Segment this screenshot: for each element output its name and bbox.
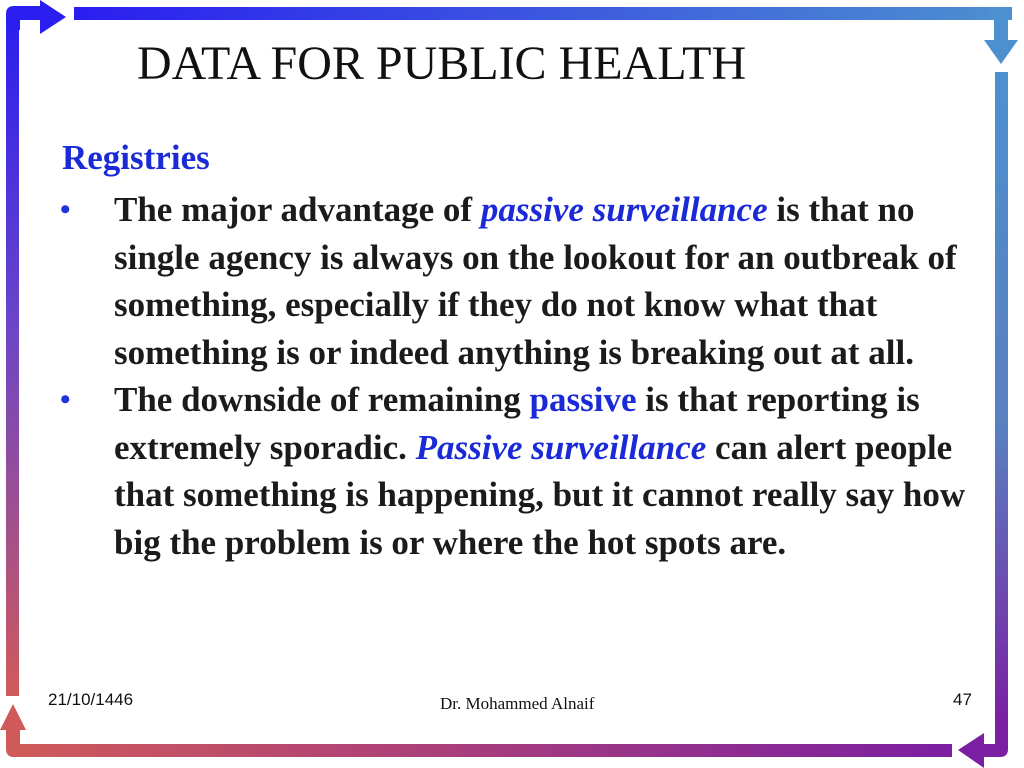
section-heading: Registries (62, 138, 210, 177)
footer-date: 21/10/1446 (48, 690, 134, 709)
frame-top-bar (74, 7, 1012, 20)
bullet-icon: • (60, 193, 71, 226)
frame-left-bar (6, 14, 19, 696)
bullet-text-segment: The major advantage of (114, 190, 481, 229)
bullet-icon: • (60, 383, 71, 416)
slide-title: DATA FOR PUBLIC HEALTH (137, 37, 747, 90)
arrow-bottom-left-icon (0, 704, 30, 757)
footer-page-number: 47 (953, 690, 972, 709)
arrow-bottom-right-icon (958, 720, 1008, 768)
bullet-item (58, 376, 978, 566)
footer-author: Dr. Mohammed Alnaif (440, 694, 595, 713)
bullet-list (58, 186, 978, 566)
arrow-top-left-icon (6, 0, 66, 34)
bullet-emphasis: passive (529, 380, 637, 419)
bullet-text-segment: can alert people that something is happening, but it cannot really say how big the problem is or where the hot spots are. (114, 427, 966, 562)
bullet-emphasis: passive surveillance (480, 190, 768, 229)
bullet-emphasis: Passive surveillance (415, 427, 707, 467)
bullet-text-segment: The downside of remaining (114, 380, 530, 419)
frame-right-bar (995, 72, 1008, 724)
frame-bottom-bar (12, 744, 952, 757)
bullet-item (58, 186, 978, 376)
bullet-text-segment: is that reporting is extremely sporadic. (114, 380, 920, 467)
bullet-text-segment: is that no single agency is always on the lookout for an outbreak of something, especially if they do not know what that something is or indeed anything is breaking out at all. (114, 190, 957, 372)
